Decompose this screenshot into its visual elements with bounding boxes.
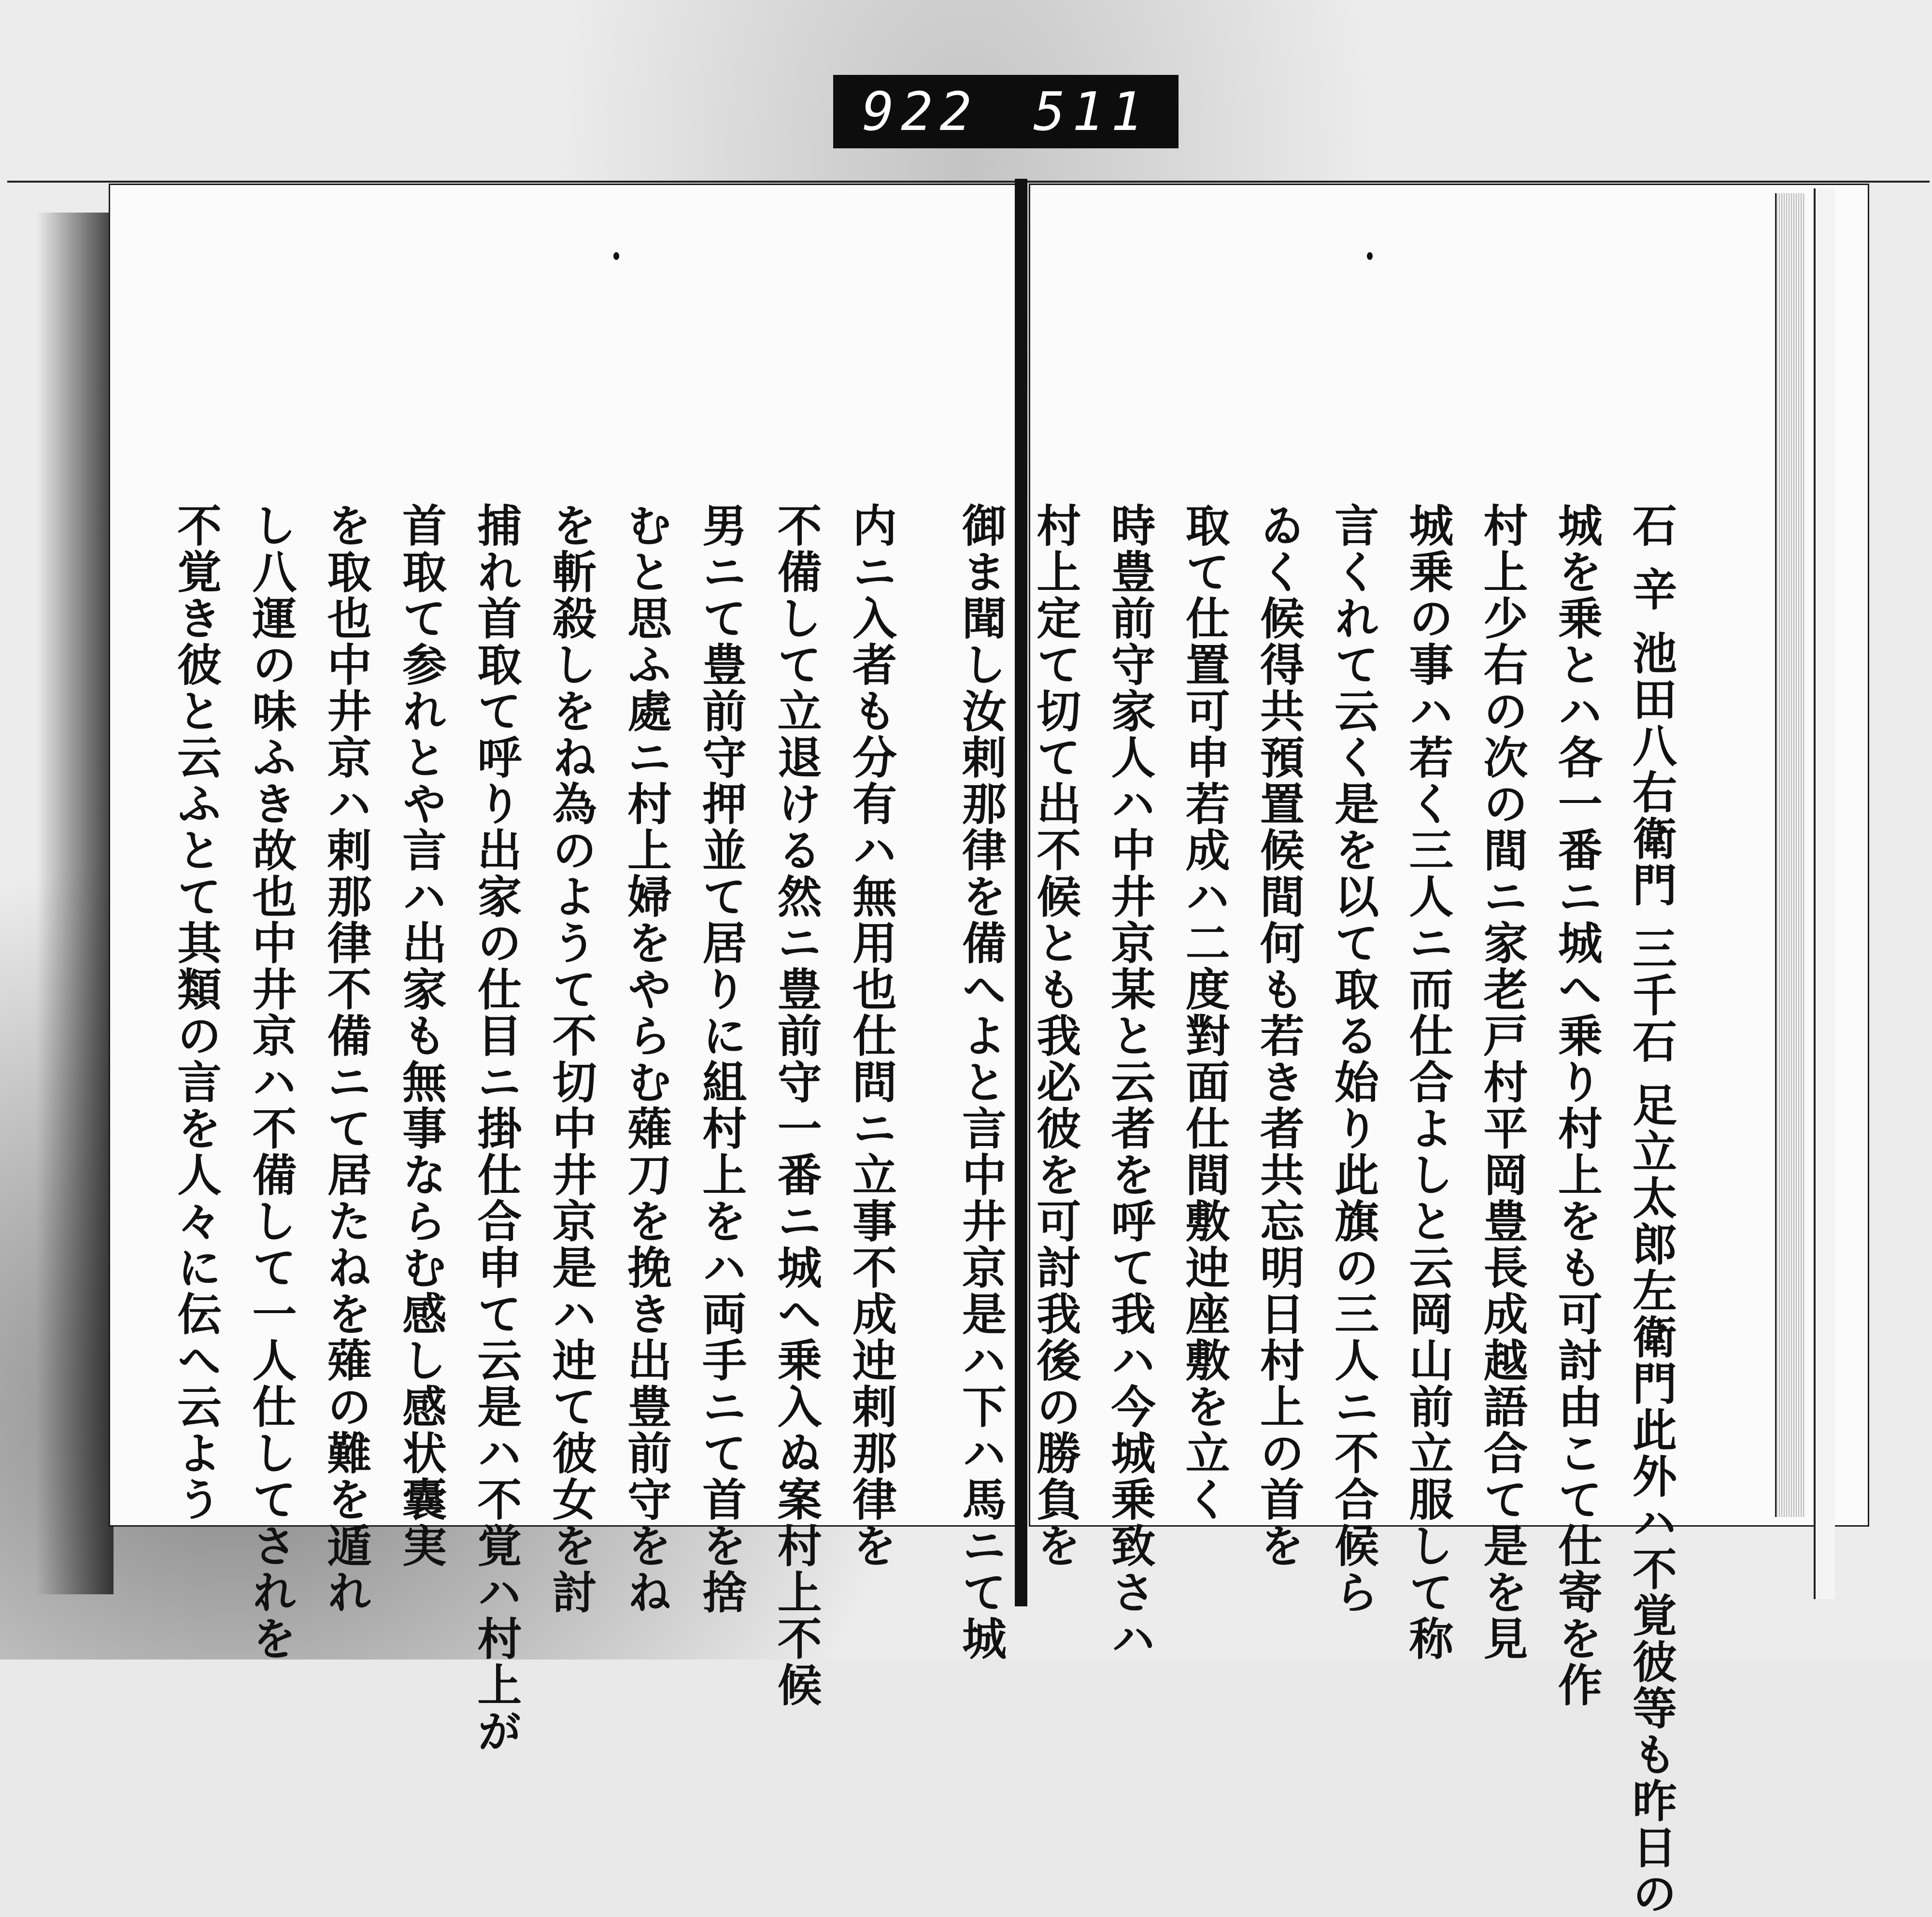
text-column: を斬殺しをね為のようて不切中井京是ハ迚て彼女を討 xyxy=(545,502,597,1616)
left-cover-shadow xyxy=(36,213,114,1594)
page-edges xyxy=(1775,193,1805,1517)
ink-mark xyxy=(1367,252,1373,260)
back-cover xyxy=(1814,188,1835,1599)
text-column: 時豊前守家人ハ中井京某と云者を呼て我ハ今城乗致さハ xyxy=(1104,502,1156,1662)
text-column: を取也中井京ハ剌那律不備ニて居たねを薙の難を遁れ xyxy=(320,502,372,1616)
text-column: ゐく候得共預置候間何も若き者共忘明日村上の首を xyxy=(1252,502,1305,1569)
archive-label-strip xyxy=(833,75,1179,148)
right-page-text xyxy=(955,502,1677,1917)
text-column: 城乗の事ハ若く三人ニ而仕合よしと云岡山前立服して称 xyxy=(1402,502,1454,1662)
text-column: 首取て参れとや言ハ出家も無事ならむ感し感状囊実 xyxy=(395,502,447,1569)
text-column: 男ニて豊前守押並て居りに組村上をハ両手ニて首を捨 xyxy=(695,502,748,1616)
archive-number-right: 511 xyxy=(1033,81,1150,143)
text-column: し八運の味ふき故也中井京ハ不備して一人仕してされを xyxy=(245,502,298,1662)
ink-mark xyxy=(613,252,619,260)
text-column: 城を乗とハ各一番ニ城へ乗り村上をも可討由こて仕寄を作 xyxy=(1550,502,1603,1708)
text-column: 村上少右の次の間ニ家老戸村平岡豊長成越語合て是を見 xyxy=(1476,502,1529,1662)
text-column: 御ま聞し汝剌那律を備へよと言中井京是ハ下ハ馬ニて城 xyxy=(955,502,1007,1662)
text-column: 不覚き彼と云ふとて其類の言を人々に伝へ云よう xyxy=(170,502,222,1523)
text-column: 捕れ首取て呼り出家の仕目ニ掛仕合申て云是ハ不覚ハ村上が xyxy=(470,502,523,1755)
text-column: 取て仕置可申若成ハ二度對面仕間敷迚座敷を立く xyxy=(1178,502,1231,1523)
text-column: 言くれて云く是を以て取る始り此旗の三人ニ不合候ら xyxy=(1327,502,1380,1616)
text-column: 内ニ入者も分有ハ無用也仕問ニ立事不成迚剌那律を xyxy=(845,502,897,1569)
text-column: 石 辛 池田八右衛門 三千石 足立太郎左衛門此外ハ不覚彼等も昨日の xyxy=(1625,502,1677,1917)
text-column: 不備して立退ける然ニ豊前守一番ニ城へ乗入ぬ案村上不候 xyxy=(770,502,823,1708)
text-column: 村上定て切て出不候とも我必彼を可討我後の勝負を xyxy=(1029,502,1082,1569)
page-top-edge xyxy=(7,181,1930,183)
left-page-text xyxy=(170,502,897,1755)
archive-number-left: 922 xyxy=(862,81,979,143)
text-column: むと思ふ處ニ村上婦をやらむ薙刀を挽き出豊前守をね xyxy=(620,502,672,1616)
